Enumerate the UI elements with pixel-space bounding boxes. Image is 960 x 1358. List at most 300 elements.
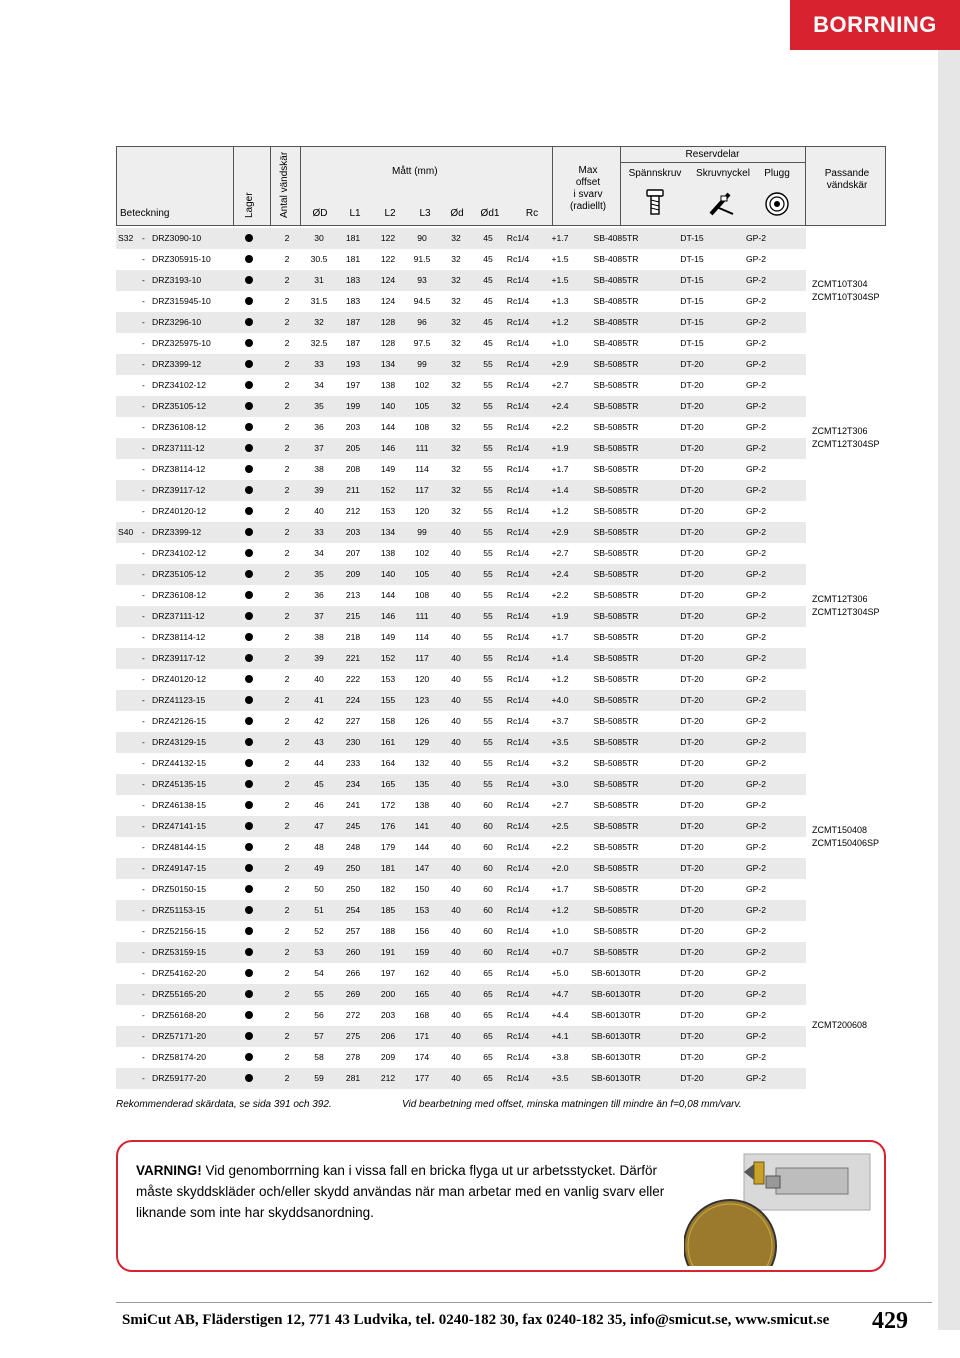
table-cell: 153: [380, 506, 396, 516]
table-cell: Rc1/4: [506, 695, 530, 705]
table-cell: Rc1/4: [506, 1010, 530, 1020]
stock-dot: [245, 948, 253, 956]
table-cell: 55: [483, 506, 493, 516]
stock-dot: [245, 864, 253, 872]
header-lager: Lager: [244, 192, 255, 218]
stock-dot: [245, 381, 253, 389]
table-cell: 218: [345, 632, 361, 642]
table-cell: 140: [380, 401, 396, 411]
table-cell: DRZ43129-15: [152, 737, 206, 747]
row-dash: -: [142, 401, 145, 411]
table-cell: 207: [345, 548, 361, 558]
row-dash: -: [142, 695, 145, 705]
table-cell: 32: [451, 422, 461, 432]
table-cell: DT-20: [680, 380, 704, 390]
table-cell: DRZ45135-15: [152, 779, 206, 789]
table-cell: 241: [345, 800, 361, 810]
table-cell: 233: [345, 758, 361, 768]
table-cell: 234: [345, 779, 361, 789]
table-cell: SB-5085TR: [593, 926, 639, 936]
table-cell: 2: [284, 758, 290, 768]
table-cell: SB-5085TR: [593, 569, 639, 579]
table-cell: 55: [483, 590, 493, 600]
table-cell: +1.7: [551, 632, 569, 642]
table-cell: 55: [483, 401, 493, 411]
table-cell: SB-60130TR: [591, 1031, 641, 1041]
table-cell: DT-15: [680, 275, 704, 285]
row-dash: -: [142, 1073, 145, 1083]
table-row: [116, 669, 806, 690]
table-cell: GP-2: [745, 1073, 767, 1083]
header-passande-line: vändskär: [826, 180, 868, 191]
row-dash: -: [142, 611, 145, 621]
table-cell: DRZ38114-12: [152, 464, 206, 474]
table-cell: 40: [451, 611, 461, 621]
table-cell: 185: [380, 905, 396, 915]
table-cell: 2: [284, 905, 290, 915]
table-cell: 32: [451, 464, 461, 474]
table-cell: DT-20: [680, 968, 704, 978]
table-cell: GP-2: [745, 590, 767, 600]
table-cell: DRZ3399-12: [152, 359, 202, 369]
table-cell: 60: [483, 884, 493, 894]
table-cell: 2: [284, 1073, 290, 1083]
insert-code: ZCMT12T306: [812, 594, 868, 604]
table-cell: DT-20: [680, 653, 704, 663]
table-cell: 138: [380, 548, 396, 558]
table-cell: DT-15: [680, 338, 704, 348]
table-cell: 34: [314, 548, 324, 558]
table-cell: 57: [314, 1031, 324, 1041]
table-cell: 91.5: [413, 254, 431, 264]
table-cell: GP-2: [745, 800, 767, 810]
table-cell: 2: [284, 716, 290, 726]
table-cell: 2: [284, 821, 290, 831]
table-cell: Rc1/4: [506, 464, 530, 474]
table-cell: DRZ52156-15: [152, 926, 206, 936]
table-cell: DRZ3399-12: [152, 527, 202, 537]
plug-icon: [763, 190, 791, 220]
table-cell: 40: [314, 674, 324, 684]
header-col: L3: [419, 208, 431, 219]
table-cell: DT-20: [680, 464, 704, 474]
table-cell: 2: [284, 779, 290, 789]
table-cell: S40: [118, 527, 134, 537]
table-cell: 40: [451, 989, 461, 999]
stock-dot: [245, 549, 253, 557]
table-cell: SB-4085TR: [593, 317, 639, 327]
warning-body: Vid genomborrning kan i vissa fall en bricka flyga ut ur arbetsstycket. Därför måste skyddskläder och/eller skydd användas när man arbetar med en vanlig svarv eller liknande som inte har skyddsanordning.: [136, 1163, 665, 1220]
table-cell: 55: [483, 380, 493, 390]
table-cell: 152: [380, 653, 396, 663]
table-cell: Rc1/4: [506, 527, 530, 537]
table-cell: SB-4085TR: [593, 233, 639, 243]
table-row: [116, 543, 806, 564]
row-dash: -: [142, 275, 145, 285]
table-cell: 165: [380, 779, 396, 789]
table-cell: GP-2: [745, 317, 767, 327]
table-cell: Rc1/4: [506, 842, 530, 852]
table-cell: 55: [483, 422, 493, 432]
table-cell: 90: [417, 233, 427, 243]
row-dash: -: [142, 569, 145, 579]
table-cell: 2: [284, 632, 290, 642]
table-cell: 2: [284, 548, 290, 558]
table-cell: DT-20: [680, 737, 704, 747]
table-cell: GP-2: [745, 926, 767, 936]
table-cell: +2.7: [551, 548, 569, 558]
table-cell: DT-20: [680, 590, 704, 600]
table-cell: +0.7: [551, 947, 569, 957]
row-dash: -: [142, 884, 145, 894]
table-cell: 120: [414, 506, 430, 516]
table-cell: 55: [483, 632, 493, 642]
stock-dot: [245, 339, 253, 347]
table-cell: 40: [451, 674, 461, 684]
table-cell: Rc1/4: [506, 296, 530, 306]
table-cell: 172: [380, 800, 396, 810]
table-cell: Rc1/4: [506, 443, 530, 453]
side-strip: [938, 50, 960, 1330]
table-cell: 108: [414, 422, 430, 432]
table-cell: DT-20: [680, 548, 704, 558]
table-cell: 281: [345, 1073, 361, 1083]
table-cell: 266: [345, 968, 361, 978]
table-cell: 60: [483, 905, 493, 915]
table-row: [116, 963, 806, 984]
table-cell: Rc1/4: [506, 275, 530, 285]
table-cell: 58: [314, 1052, 324, 1062]
table-cell: 158: [380, 716, 396, 726]
table-cell: 45: [314, 779, 324, 789]
table-row: [116, 270, 806, 291]
table-cell: SB-5085TR: [593, 548, 639, 558]
header-max-offset-line: Max: [578, 165, 598, 176]
table-cell: DT-20: [680, 989, 704, 999]
warning-text: [136, 1160, 676, 1223]
table-cell: Rc1/4: [506, 716, 530, 726]
table-cell: +3.5: [551, 1073, 569, 1083]
table-cell: +2.5: [551, 821, 569, 831]
header-col: L1: [349, 208, 361, 219]
table-row: [116, 921, 806, 942]
table-cell: +2.2: [551, 590, 569, 600]
table-cell: Rc1/4: [506, 611, 530, 621]
table-cell: DRZ3090-10: [152, 233, 202, 243]
table-cell: DT-15: [680, 317, 704, 327]
table-cell: DRZ58174-20: [152, 1052, 206, 1062]
table-cell: 187: [345, 317, 361, 327]
table-cell: 55: [483, 653, 493, 663]
table-cell: 32.5: [310, 338, 328, 348]
table-cell: DT-20: [680, 905, 704, 915]
row-dash: -: [142, 947, 145, 957]
table-cell: DT-20: [680, 884, 704, 894]
row-dash: -: [142, 842, 145, 852]
table-cell: 40: [451, 737, 461, 747]
note-offset: Vid bearbetning med offset, minska matningen till mindre än f=0,08 mm/varv.: [402, 1099, 742, 1110]
table-cell: GP-2: [745, 359, 767, 369]
table-cell: +4.7: [551, 989, 569, 999]
table-cell: DT-20: [680, 926, 704, 936]
table-cell: DT-15: [680, 296, 704, 306]
table-cell: 37: [314, 443, 324, 453]
stock-dot: [245, 969, 253, 977]
table-cell: SB-60130TR: [591, 968, 641, 978]
stock-dot: [245, 885, 253, 893]
table-cell: Rc1/4: [506, 737, 530, 747]
table-cell: 153: [380, 674, 396, 684]
table-cell: 2: [284, 800, 290, 810]
table-cell: DT-20: [680, 1073, 704, 1083]
table-cell: DT-20: [680, 422, 704, 432]
table-cell: DT-20: [680, 821, 704, 831]
table-cell: 188: [380, 926, 396, 936]
stock-dot: [245, 843, 253, 851]
table-cell: SB-4085TR: [593, 275, 639, 285]
table-cell: 65: [483, 989, 493, 999]
table-row: [116, 774, 806, 795]
stock-dot: [245, 318, 253, 326]
table-cell: 45: [483, 254, 493, 264]
table-cell: 144: [380, 590, 396, 600]
table-row: [116, 501, 806, 522]
table-cell: 144: [414, 842, 430, 852]
table-cell: +1.7: [551, 884, 569, 894]
table-cell: GP-2: [745, 569, 767, 579]
table-cell: DRZ57171-20: [152, 1031, 206, 1041]
table-cell: 2: [284, 968, 290, 978]
table-cell: 124: [380, 296, 396, 306]
table-cell: SB-60130TR: [591, 1052, 641, 1062]
table-cell: 40: [451, 1052, 461, 1062]
table-cell: +5.0: [551, 968, 569, 978]
table-cell: DT-20: [680, 506, 704, 516]
row-dash: -: [142, 296, 145, 306]
table-cell: 40: [451, 1073, 461, 1083]
table-cell: DRZ305915-10: [152, 254, 211, 264]
header-plugg: Plugg: [764, 168, 790, 179]
table-cell: 55: [314, 989, 324, 999]
table-cell: DRZ44132-15: [152, 758, 206, 768]
row-dash: -: [142, 485, 145, 495]
row-dash: -: [142, 1052, 145, 1062]
table-cell: 39: [314, 485, 324, 495]
table-cell: 45: [483, 296, 493, 306]
row-dash: -: [142, 1031, 145, 1041]
table-cell: DRZ37111-12: [152, 443, 205, 453]
table-cell: 32: [451, 233, 461, 243]
table-cell: DRZ315945-10: [152, 296, 211, 306]
table-cell: +1.9: [551, 443, 569, 453]
table-cell: 111: [415, 443, 429, 453]
table-cell: 203: [380, 1010, 396, 1020]
table-cell: GP-2: [745, 968, 767, 978]
table-cell: 55: [483, 548, 493, 558]
table-cell: 60: [483, 947, 493, 957]
table-row: [116, 1047, 806, 1068]
table-cell: DRZ3296-10: [152, 317, 202, 327]
boring-illustration: [684, 1150, 874, 1266]
table-cell: 33: [314, 359, 324, 369]
table-cell: DT-15: [680, 233, 704, 243]
table-cell: Rc1/4: [506, 233, 530, 243]
row-dash: -: [142, 968, 145, 978]
table-cell: +1.4: [551, 485, 569, 495]
footer-company: SmiCut AB, Fläderstigen 12, 771 43 Ludvika, tel. 0240-182 30, fax 0240-182 35, info@smicut.se, www.smicut.se: [122, 1312, 830, 1328]
header-beteckning: Beteckning: [120, 208, 170, 219]
table-cell: 181: [380, 863, 396, 873]
table-cell: 181: [345, 254, 361, 264]
insert-code: ZCMT10T304: [812, 279, 868, 289]
header-reservdelar: Reservdelar: [685, 149, 740, 160]
table-cell: 2: [284, 989, 290, 999]
table-cell: Rc1/4: [506, 863, 530, 873]
table-cell: 245: [345, 821, 361, 831]
table-cell: SB-5085TR: [593, 821, 639, 831]
table-cell: GP-2: [745, 884, 767, 894]
table-row: [116, 816, 806, 837]
table-cell: +3.5: [551, 737, 569, 747]
table-cell: +3.2: [551, 758, 569, 768]
table-cell: DT-20: [680, 863, 704, 873]
header-max-offset-line: (radiellt): [569, 201, 607, 212]
table-cell: GP-2: [745, 1031, 767, 1041]
table-row: [116, 1026, 806, 1047]
table-cell: 2: [284, 590, 290, 600]
table-cell: SB-4085TR: [593, 254, 639, 264]
table-cell: 60: [483, 842, 493, 852]
table-row: [116, 1068, 806, 1089]
table-cell: GP-2: [745, 443, 767, 453]
table-cell: 32: [451, 275, 461, 285]
table-cell: Rc1/4: [506, 422, 530, 432]
table-cell: DT-20: [680, 611, 704, 621]
stock-dot: [245, 402, 253, 410]
table-cell: 38: [314, 464, 324, 474]
header-col: Ød1: [480, 208, 500, 219]
table-cell: 128: [380, 317, 396, 327]
table-cell: +2.9: [551, 359, 569, 369]
header-matt: Mått (mm): [392, 166, 438, 177]
table-cell: Rc1/4: [506, 254, 530, 264]
table-cell: 222: [345, 674, 361, 684]
table-cell: +1.7: [551, 233, 569, 243]
table-cell: SB-4085TR: [593, 296, 639, 306]
table-cell: 209: [380, 1052, 396, 1062]
table-cell: 140: [380, 569, 396, 579]
stock-dot: [245, 423, 253, 431]
table-cell: Rc1/4: [506, 968, 530, 978]
row-dash: -: [142, 317, 145, 327]
row-dash: -: [142, 758, 145, 768]
table-cell: 55: [483, 779, 493, 789]
table-cell: 40: [451, 947, 461, 957]
table-cell: DRZ47141-15: [152, 821, 206, 831]
table-cell: +4.1: [551, 1031, 569, 1041]
table-cell: Rc1/4: [506, 905, 530, 915]
table-cell: 40: [451, 1010, 461, 1020]
table-cell: 2: [284, 464, 290, 474]
table-cell: DT-20: [680, 758, 704, 768]
table-row: [116, 753, 806, 774]
warning-box: [116, 1140, 886, 1272]
stock-dot: [245, 675, 253, 683]
table-cell: DRZ48144-15: [152, 842, 206, 852]
table-cell: 44: [314, 758, 324, 768]
table-row: [116, 879, 806, 900]
table-cell: 50: [314, 884, 324, 894]
table-cell: DRZ50150-15: [152, 884, 206, 894]
table-cell: SB-5085TR: [593, 905, 639, 915]
header-max-offset: [556, 165, 620, 213]
table-cell: Rc1/4: [506, 485, 530, 495]
stock-dot: [245, 1074, 253, 1082]
row-dash: -: [142, 800, 145, 810]
table-cell: GP-2: [745, 1052, 767, 1062]
table-cell: DT-20: [680, 1010, 704, 1020]
table-row: [116, 396, 806, 417]
table-cell: GP-2: [745, 695, 767, 705]
table-cell: 2: [284, 863, 290, 873]
table-cell: SB-5085TR: [593, 506, 639, 516]
table-cell: DT-20: [680, 527, 704, 537]
table-cell: 65: [483, 1073, 493, 1083]
table-cell: 135: [414, 779, 430, 789]
table-cell: GP-2: [745, 611, 767, 621]
table-cell: 120: [414, 674, 430, 684]
header-divider: [620, 162, 805, 163]
header-divider: [270, 146, 271, 226]
table-cell: DT-20: [680, 800, 704, 810]
table-cell: 2: [284, 1052, 290, 1062]
table-cell: 40: [451, 842, 461, 852]
table-cell: 32: [451, 296, 461, 306]
table-cell: 230: [345, 737, 361, 747]
table-cell: +4.0: [551, 695, 569, 705]
table-row: [116, 795, 806, 816]
table-cell: 2: [284, 1031, 290, 1041]
table-cell: 65: [483, 1052, 493, 1062]
table-cell: 278: [345, 1052, 361, 1062]
table-cell: DRZ39117-12: [152, 653, 206, 663]
table-cell: 2: [284, 611, 290, 621]
table-cell: DT-15: [680, 254, 704, 264]
table-cell: Rc1/4: [506, 506, 530, 516]
table-cell: 40: [451, 926, 461, 936]
table-cell: 2: [284, 275, 290, 285]
table-cell: 32: [451, 443, 461, 453]
table-cell: DT-20: [680, 485, 704, 495]
page-number: 429: [872, 1308, 908, 1334]
table-row: [116, 333, 806, 354]
table-cell: DRZ53159-15: [152, 947, 206, 957]
table-cell: +1.0: [551, 926, 569, 936]
screw-icon: [641, 188, 669, 218]
table-cell: 197: [380, 968, 396, 978]
table-cell: 164: [380, 758, 396, 768]
table-cell: 2: [284, 695, 290, 705]
table-cell: 55: [483, 527, 493, 537]
table-cell: SB-5085TR: [593, 590, 639, 600]
table-cell: 35: [314, 569, 324, 579]
row-dash: -: [142, 779, 145, 789]
table-cell: DRZ38114-12: [152, 632, 206, 642]
table-cell: 46: [314, 800, 324, 810]
insert-code: ZCMT150408: [812, 825, 868, 835]
row-dash: -: [142, 422, 145, 432]
table-cell: SB-5085TR: [593, 443, 639, 453]
